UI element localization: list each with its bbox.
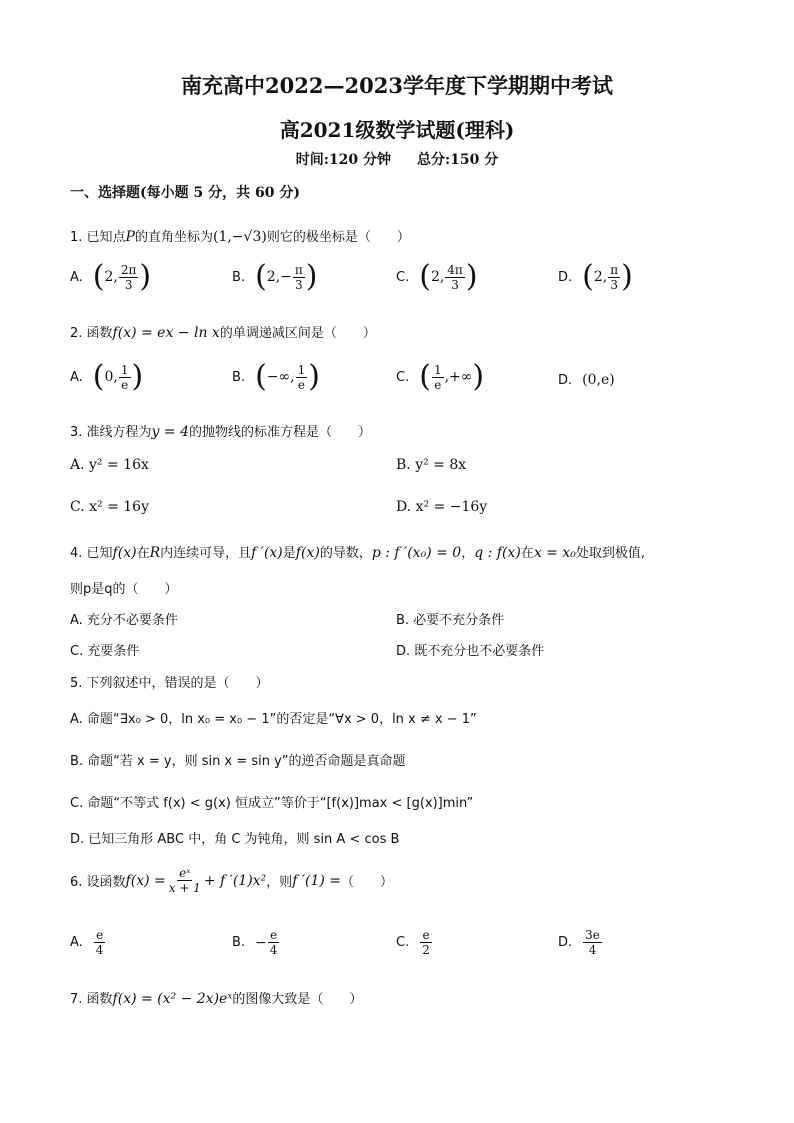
fraction	[94, 928, 106, 957]
question-3-stem	[70, 421, 371, 440]
section-heading: 一、选择题(每小题 5 分，共 60 分)	[70, 185, 300, 201]
q4-option-c[interactable]: C. 充要条件	[70, 644, 140, 659]
fraction	[608, 263, 620, 292]
q6-text: ，则	[266, 875, 293, 890]
option-value: (0,e)	[582, 372, 615, 388]
numerator: π	[610, 262, 619, 277]
q1-option-a[interactable]: A. ( 2, $\frac{2\pi}{3}$ )	[70, 259, 152, 294]
question-6-stem	[70, 866, 393, 895]
denominator: e	[297, 377, 305, 392]
option-value: 2,	[593, 269, 608, 285]
q6-option-a[interactable]	[70, 928, 106, 957]
q4-math: f(x)	[112, 545, 137, 561]
q1-text: 则它的极坐标是（ ）	[266, 230, 410, 245]
q4-text: ，	[461, 546, 475, 561]
q4-text: 内连续可导，且	[160, 546, 252, 561]
question-7-stem	[70, 988, 362, 1007]
fraction	[119, 263, 139, 292]
q1-text: 的直角坐标为	[134, 230, 213, 245]
q4-math: f ′(x)	[251, 545, 283, 561]
numerator: e	[422, 928, 430, 942]
denominator: 2	[422, 943, 430, 957]
q7-text: 的图像大致是（ ）	[232, 992, 363, 1007]
denominator: 3	[295, 277, 303, 292]
q6-option-b[interactable]	[232, 928, 280, 957]
exam-score: 总分:150 分	[417, 152, 499, 168]
option-value: ,+∞	[444, 369, 473, 385]
numerator: 1	[120, 362, 129, 377]
q4-math: f(x)	[295, 545, 320, 561]
q2-option-a[interactable]: A. ( 0, $\frac{1}{e}$ )	[70, 359, 144, 394]
q6-option-c[interactable]	[396, 928, 433, 957]
q1-point: P	[125, 229, 135, 245]
numerator: 3e	[585, 928, 600, 942]
q1-coordinate: (1,−√3)	[212, 229, 267, 245]
q4-option-d[interactable]: D. 既不充分也不必要条件	[396, 644, 545, 659]
numerator: e	[96, 928, 104, 942]
option-label: A.	[70, 269, 83, 285]
option-value: 0,	[104, 369, 118, 385]
exam-time: 时间:120 分钟	[295, 152, 391, 168]
denominator: x + 1	[168, 881, 201, 895]
q5-option-b[interactable]: B. 命题“若 x = y，则 sin x = sin y”的逆否命题是真命题	[70, 754, 406, 769]
q5-option-c[interactable]: C. 命题“不等式 f(x) < g(x) 恒成立”等价于“[f(x)]max < [g(x)]min”	[70, 796, 474, 811]
option-label: B.	[232, 369, 246, 385]
q4-text: 处取到极值,	[575, 546, 645, 561]
numerator: e	[270, 928, 278, 942]
question-4-stem	[70, 542, 645, 561]
option-value: −∞,	[266, 369, 295, 385]
q7-function: f(x) = (x² − 2x)eˣ	[112, 991, 233, 1007]
q6-math: f(x) =	[125, 872, 166, 889]
q2-option-c[interactable]: C. ( $\frac{1}{e}$ ,+∞ )	[396, 359, 485, 394]
fraction	[268, 928, 280, 957]
question-4-line2: 则p是q的（ ）	[70, 582, 178, 597]
q4-text: 是	[282, 546, 296, 561]
fraction	[293, 263, 305, 292]
q1-option-d[interactable]: D. ( 2, $\frac{\pi}{3}$ )	[558, 259, 633, 294]
q1-text: 1. 已知点	[70, 230, 126, 245]
denominator: e	[434, 377, 442, 392]
option-label: A.	[70, 935, 83, 950]
q1-option-b[interactable]: B. ( 2,− $\frac{\pi}{3}$ )	[232, 259, 318, 294]
exam-title: 南充高中2022—2023学年度下学期期中考试	[181, 73, 613, 98]
fraction	[583, 928, 602, 957]
q6-text: （ ）	[341, 875, 394, 890]
q4-option-b[interactable]: B. 必要不充分条件	[396, 613, 505, 628]
q3-directrix: y = 4	[151, 424, 189, 440]
q6-math: + f ′(1)x²	[203, 872, 267, 889]
denominator: 4	[95, 943, 104, 957]
q3-option-d[interactable]: D. x² = −16y	[396, 499, 488, 515]
q4-math: p : f ′(x₀) = 0	[371, 545, 462, 561]
option-label: C.	[396, 269, 410, 285]
q7-text: 7. 函数	[70, 992, 113, 1007]
numerator: 4π	[447, 262, 463, 277]
option-label: B.	[232, 269, 246, 285]
option-label: C.	[396, 935, 410, 950]
question-1-stem	[70, 226, 410, 245]
fraction	[432, 363, 444, 392]
q2-function: f(x) = ex − ln x	[112, 325, 220, 341]
fraction	[167, 866, 203, 895]
q6-option-d[interactable]	[558, 928, 603, 957]
q2-text: 的单调递减区间是（ ）	[219, 326, 376, 341]
q4-text: 在	[520, 546, 534, 561]
numerator: 1	[297, 362, 306, 377]
q6-text: 6. 设函数	[70, 875, 126, 890]
q3-option-a[interactable]: A. y² = 16x	[70, 457, 149, 473]
exam-time-score	[0, 149, 794, 169]
q2-text: 2. 函数	[70, 326, 113, 341]
question-2-stem	[70, 322, 376, 341]
question-5-stem: 5. 下列叙述中，错误的是（ ）	[70, 676, 269, 691]
q3-text: 的抛物线的标准方程是（ ）	[189, 425, 372, 440]
option-label: A.	[70, 369, 83, 385]
option-label: D.	[558, 269, 573, 285]
option-value: 2,	[104, 269, 118, 285]
numerator: π	[294, 262, 303, 277]
denominator: 4	[269, 943, 278, 957]
option-sign: −	[255, 934, 267, 951]
q1-option-c[interactable]: C. ( 2, $\frac{4\pi}{3}$ )	[396, 259, 478, 294]
denominator: e	[121, 377, 129, 392]
q4-text: 4. 已知	[70, 546, 113, 561]
q4-math: q : f(x)	[474, 545, 521, 561]
numerator: 2π	[120, 262, 137, 277]
q4-math: R	[149, 545, 161, 561]
option-value: 2,	[430, 269, 445, 285]
option-label: D.	[558, 372, 573, 388]
q3-text: 3. 准线方程为	[70, 425, 152, 440]
q6-math: f ′(1) =	[292, 872, 342, 889]
denominator: 3	[124, 277, 133, 292]
fraction	[445, 263, 465, 292]
denominator: 4	[588, 943, 597, 957]
q4-text: 的导数，	[319, 546, 372, 561]
q3-option-c[interactable]: C. x² = 16y	[70, 499, 149, 515]
option-value: 2,−	[266, 269, 292, 285]
numerator: 1	[433, 362, 442, 377]
denominator: 3	[451, 277, 459, 292]
q3-option-b[interactable]: B. y² = 8x	[396, 457, 467, 473]
denominator: 3	[610, 277, 618, 292]
fraction	[420, 928, 432, 957]
q4-option-a[interactable]: A. 充分不必要条件	[70, 613, 178, 628]
numerator: eˣ	[179, 866, 191, 880]
q5-option-d[interactable]: D. 已知三角形 ABC 中，角 C 为钝角，则 sin A < cos B	[70, 832, 400, 847]
fraction	[296, 363, 308, 392]
q2-option-b[interactable]: B. ( −∞, $\frac{1}{e}$ )	[232, 359, 320, 394]
option-label: C.	[396, 369, 410, 385]
q4-text: 在	[136, 546, 150, 561]
q2-option-d[interactable]	[558, 372, 615, 388]
exam-subtitle: 高2021级数学试题(理科)	[279, 118, 515, 142]
option-label: D.	[558, 935, 573, 950]
fraction	[119, 363, 131, 392]
q5-option-a[interactable]: A. 命题“∃x₀ > 0，ln x₀ = x₀ − 1”的否定是“∀x > 0，ln x ≠ x − 1”	[70, 712, 477, 727]
option-label: B.	[232, 935, 246, 950]
q4-math: x = x₀	[533, 545, 576, 561]
